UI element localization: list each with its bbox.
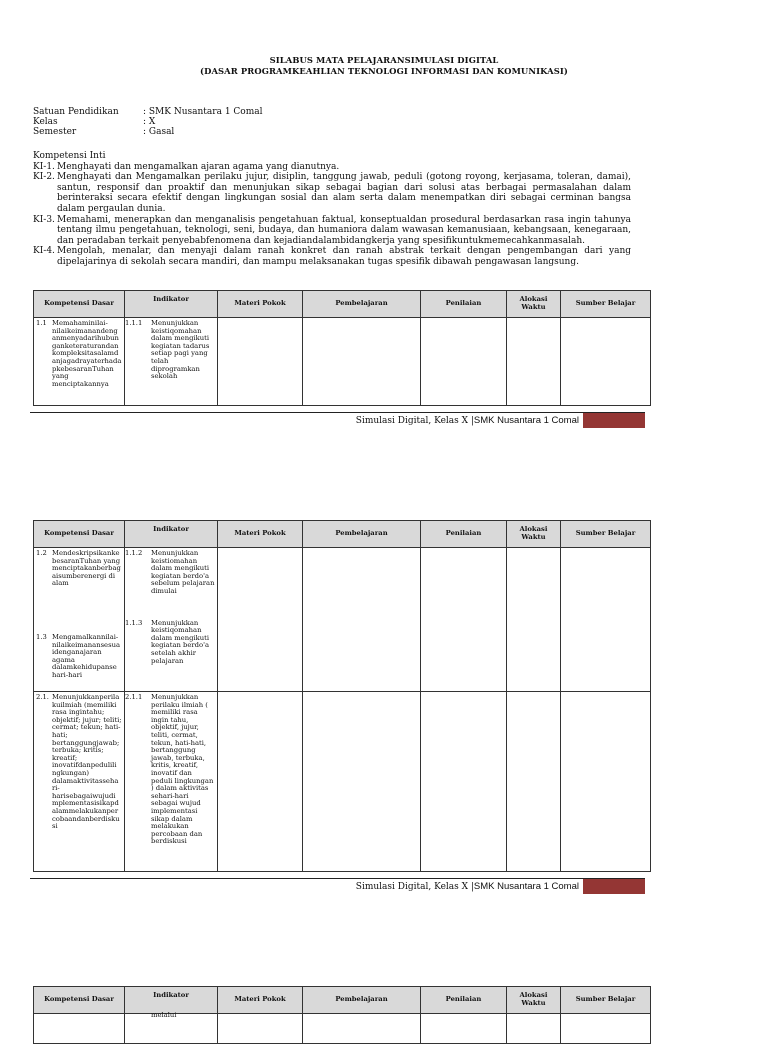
indikator-number: 1.1.1 [125,319,143,327]
indikator-text: Menunjukkan keistiomahan dalam mengikuti kegiatan berdo'a sebelum pelajaran dimulai [151,549,215,595]
header-alokasi-waktu: Alokasi Waktu [507,987,561,1014]
header-kompetensi-dasar: Kompetensi Dasar [34,987,125,1014]
info-label: Semester [33,127,77,137]
table-row [34,548,651,692]
footer-text [356,415,579,426]
alokasi-cell [507,1014,561,1044]
footer-school: SMK Nusantara 1 Comal [473,415,579,426]
header-penilaian: Penilaian [421,521,507,548]
table-header-row [34,521,651,548]
footer-label: Simulasi Digital, Kelas X | [355,416,474,426]
kd-text: Mendeskripsikanke besaranTuhan yang menciptakanberbag aisumberenergi di alam [52,549,121,588]
header-indikator-label: Indikator [153,295,189,304]
header-indikator-label: Indikator [153,525,189,534]
ki-text: Menghayati dan mengamalkan ajaran agama yang dianutnya. [57,161,340,172]
ki-heading: Kompetensi Inti [33,151,106,161]
kd-number: 2.1. [36,693,49,701]
ki-item [33,172,631,214]
indikator-cell [125,548,218,692]
info-label: Satuan Pendidikan [33,107,119,117]
kd-cell [34,1014,125,1044]
header-pembelajaran: Pembelajaran [303,291,421,318]
header-penilaian: Penilaian [421,291,507,318]
kd-text: Mengamalkannilai-nilaikeimanansesua idenganajaran agama dalamkehidupanse hari-hari [52,632,120,679]
penilaian-cell [421,1014,507,1044]
footer-accent-bar [583,413,645,428]
ki-text: Memahami, menerapkan dan menganalisis pengetahuan faktual, konseptualdan prosedural berdasarkan rasa ingin tahunya tentang ilmu pengetahuan, teknologi, seni, budaya, dan humaniora dalam wawasan kemanusiaan, kebangsaan, kenegaraan, dan peradaban terkait penyebabfenomena dan kejadiandalambidangkerja yang spesifikuntukmemecahkanmasalah. [57,214,631,246]
header-kompetensi-dasar: Kompetensi Dasar [34,291,125,318]
footer-text [356,881,579,892]
header-sumber-belajar: Sumber Belajar [561,521,651,548]
sumber-cell [561,1014,651,1044]
header-sumber-belajar: Sumber Belajar [561,987,651,1014]
info-value: : X [143,117,156,127]
sumber-cell [561,318,651,406]
kd-number: 1.1 [36,319,47,327]
document-title-line2: (DASAR PROGRAMKEAHLIAN TEKNOLOGI INFORMASI DAN KOMUNIKASI) [200,66,568,76]
header-materi-pokok: Materi Pokok [218,521,303,548]
ki-item [33,246,631,267]
kd-text: Memahaminilai-nilaikeimanandeng anmenyadarihubun ganketeraturandan kompleksitasalamd anjagadrayaterhada pkebesaranTuhan yang menciptakannya [52,319,122,388]
header-pembelajaran: Pembelajaran [303,987,421,1014]
header-indikator [125,291,218,318]
materi-cell [218,1014,303,1044]
kd-item [36,550,122,588]
ki-code: KI-2. [33,172,55,183]
document-title-line1: SILABUS MATA PELAJARANSIMULASI DIGITAL [269,55,499,65]
info-row-satuan [33,107,263,117]
header-alokasi-waktu: Alokasi Waktu [507,291,561,318]
kd-cell [34,318,125,406]
ki-code: KI-4. [33,246,55,257]
header-penilaian: Penilaian [421,987,507,1014]
info-value: : SMK Nusantara 1 Comal [143,107,263,117]
indikator-text: Menunjukkan perilaku ilmiah ( memiliki rasa ingin tahu, objektif, jujur, teliti, cermat, tekun, hati-hati, bertanggung jawab, terbuka, kritis, kreatif, inovatif dan peduli lingkungan ) dalam aktivitas sehari-hari sebagai wujud implementasi sikap dalam melakukan percobaan dan berdiskusi [151,693,214,846]
alokasi-cell [507,318,561,406]
silabus-table-2 [33,520,651,872]
table-row [34,692,651,872]
header-materi-pokok: Materi Pokok [218,291,303,318]
kompetensi-inti [33,151,631,268]
materi-cell [218,318,303,406]
indikator-number: 1.1.3 [125,618,143,627]
indikator-text: Menunjukkan keistiqomahan dalam mengikuti kegiatan tadarus setiap pagi yang telah diprogramkan sekolah [151,319,210,381]
kd-text: Menunjukkanperila kuilmiah (memiliki rasa ingintahu; objektif; jujur; teliti; cermat; tekun; hati-hati; bertanggungjawab; terbuka; kritis; kreatif; inovatifdanpedulili ngkungan) dalamaktivitasseha ri-harisebagaiwujudi mplementasisikapd alammelakukanper cobaandanberdisku si [52,693,122,831]
header-kompetensi-dasar: Kompetensi Dasar [34,521,125,548]
alokasi-cell [507,692,561,872]
footer-label: Simulasi Digital, Kelas X | [355,882,474,892]
kd-cell [34,692,125,872]
kd-cell [34,548,125,692]
pembelajaran-cell [303,1014,421,1044]
info-block [33,107,263,137]
indikator-cell [125,692,218,872]
header-indikator [125,521,218,548]
indikator-item [127,620,215,666]
kd-item [36,634,122,680]
penilaian-cell [421,318,507,406]
indikator-number: 2.1.1 [125,693,143,701]
page-footer [30,412,645,429]
table-header-row [34,987,651,1014]
footer-school: SMK Nusantara 1 Comal [473,881,579,892]
indikator-cell [125,1011,218,1044]
table-row [34,1014,651,1044]
table-row [34,318,651,406]
header-indikator-label: Indikator [153,991,189,1000]
footer-accent-bar [583,879,645,894]
sumber-cell [561,548,651,692]
sumber-cell [561,692,651,872]
pembelajaran-cell [303,318,421,406]
ki-item [33,215,631,247]
indikator-text: Menunjukkan keistiqomahan dalam mengikuti kegiatan berdo'a setelah akhir pelajaran [151,618,210,665]
kd-number: 1.2 [36,549,47,557]
alokasi-cell [507,548,561,692]
silabus-table-1 [33,290,651,406]
ki-item [33,162,631,173]
materi-cell [218,548,303,692]
kd-number: 1.3 [36,632,47,641]
indikator-text: melalui [151,1011,177,1019]
pembelajaran-cell [303,692,421,872]
penilaian-cell [421,548,507,692]
ki-code: KI-3. [33,214,55,225]
header-alokasi-waktu: Alokasi Waktu [507,521,561,548]
ki-text: Mengolah, menalar, dan menyaji dalam ranah konkret dan ranah abstrak terkait dengan pengembangan dari yang dipelajarinya di sekolah secara mandiri, dan mampu melaksanakan tugas spesifik dibawah pengawasan langsung. [57,246,631,267]
info-value: : Gasal [143,127,175,137]
header-materi-pokok: Materi Pokok [218,987,303,1014]
header-pembelajaran: Pembelajaran [303,521,421,548]
indikator-number: 1.1.2 [125,549,143,557]
ki-code: KI-1. [33,161,55,172]
page-footer [30,878,645,895]
header-sumber-belajar: Sumber Belajar [561,291,651,318]
pembelajaran-cell [303,548,421,692]
info-row-semester [33,127,263,137]
penilaian-cell [421,692,507,872]
indikator-item [127,550,215,596]
indikator-cell [125,318,218,406]
materi-cell [218,692,303,872]
silabus-table-3 [33,986,651,1044]
table-header-row [34,291,651,318]
ki-text: Menghayati dan Mengamalkan perilaku jujur, disiplin, tanggung jawab, peduli (gotong royong, kerjasama, toleran, damai), santun, responsif dan proaktif dan menunjukan sikap sebagai bagian dari solusi atas berbagai permasalahan dalam berinteraksi secara efektif dengan lingkungan sosial dan alam serta dalam menempatkan diri sebagai cerminan bangsa dalam pergaulan dunia. [57,172,631,214]
header-indikator [125,987,218,1014]
info-row-kelas [33,117,263,127]
info-label: Kelas [33,117,58,127]
